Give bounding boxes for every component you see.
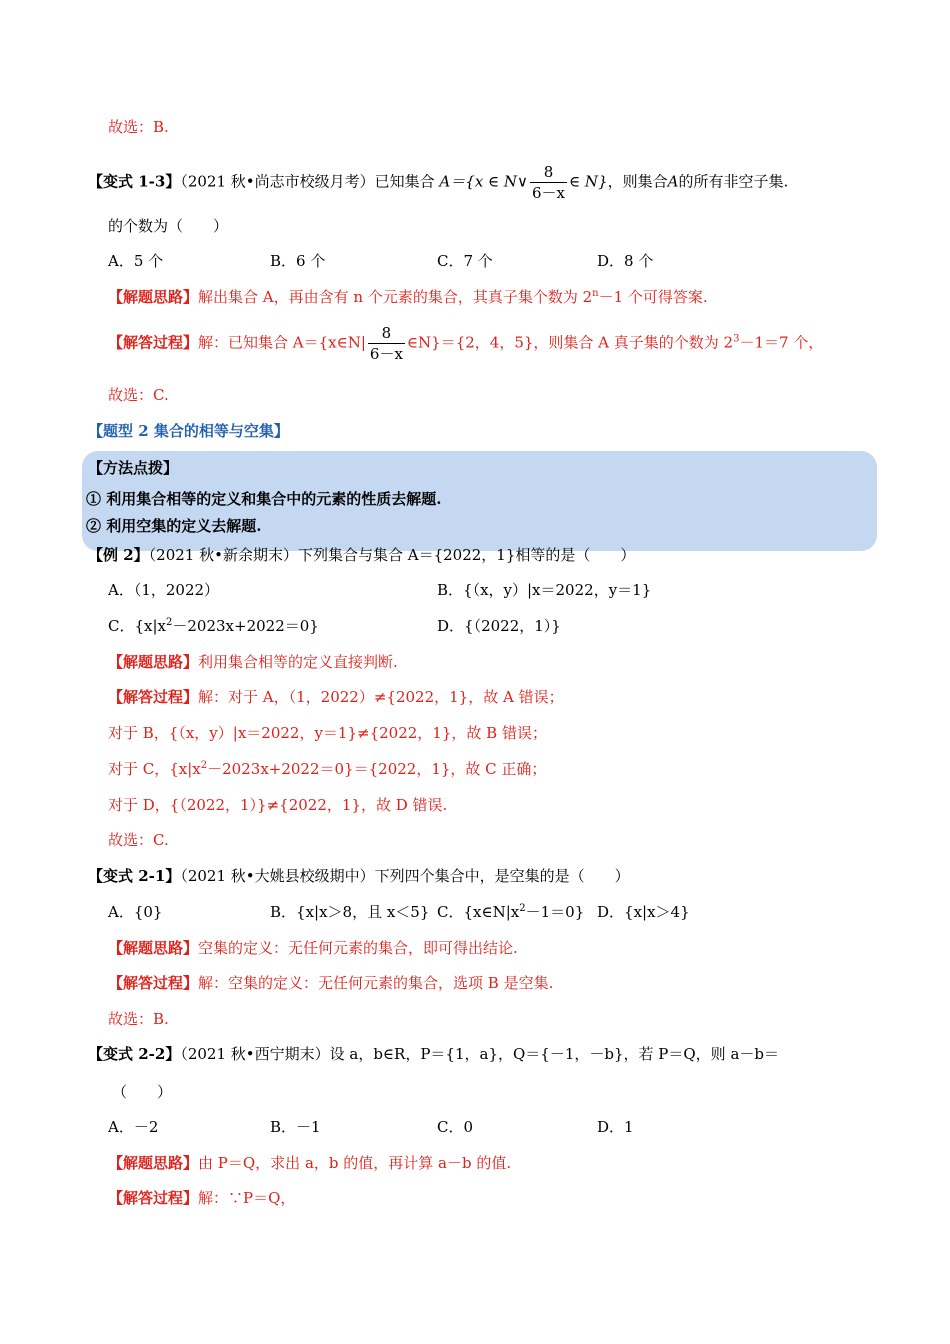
- variant-tag: 【变式 2-2】: [88, 1045, 181, 1063]
- idea-text: 解出集合 A，再由含有 n 个元素的集合，其真子集个数为 2: [198, 288, 593, 306]
- solution-process: [108, 1188, 295, 1208]
- fraction-denominator: 6－x: [369, 345, 403, 363]
- variant-2-1-stem: [88, 866, 630, 886]
- process-text: 解：∵P＝Q，: [198, 1189, 296, 1207]
- prev-answer: 故选：B.: [108, 118, 169, 136]
- answer: 故选：C.: [108, 386, 169, 404]
- option-d: D．{（2022，1）}: [437, 617, 561, 635]
- process-line-3-sup: 2: [200, 760, 208, 771]
- method-line-1: ① 利用集合相等的定义和集合中的元素的性质去解题.: [86, 490, 442, 508]
- idea-sup: n: [592, 288, 599, 299]
- process-text-a: 解：已知集合 A＝{x∈N|: [198, 333, 366, 352]
- example-text: （2021 秋•新余期末）下列集合与集合 A＝{2022，1}相等的是（ ）: [148, 546, 636, 564]
- answer: 故选：B.: [108, 1010, 169, 1028]
- option-a: A．5 个: [108, 252, 164, 270]
- answer: 故选：C.: [108, 831, 169, 849]
- variant-tag: 【变式 2-1】: [88, 867, 181, 885]
- source: （2021 秋•尚志市校级月考）: [180, 172, 375, 191]
- process-label: 【解答过程】: [108, 333, 199, 352]
- set-notation: A＝{: [439, 172, 475, 191]
- option-c-tail: －2023x+2022＝0}: [172, 617, 319, 635]
- stem-tail-end: 的所有非空子集.: [678, 172, 789, 191]
- process-text: 解：空集的定义：无任何元素的集合，选项 B 是空集.: [198, 974, 554, 992]
- solution-idea: [108, 1153, 511, 1173]
- option-b: B．{x|x＞8，且 x＜5}: [270, 903, 430, 921]
- variant-text: （2021 秋•大姚县校级期中）下列四个集合中，是空集的是（ ）: [180, 867, 630, 885]
- solution-idea: [108, 938, 518, 958]
- option-d: D．1: [597, 1118, 634, 1136]
- solution-idea: [108, 287, 708, 307]
- process-line-2: 对于 B，{（x，y）|x＝2022，y＝1}≠{2022，1}，故 B 错误；: [108, 724, 547, 742]
- idea-tail: －1 个可得答案.: [598, 288, 708, 306]
- variant-1-3-stem-line2: 的个数为（ ）: [108, 217, 229, 235]
- set-notation-cond: x ∈ N∨: [474, 172, 529, 191]
- process-line-4: 对于 D，{（2022，1）}≠{2022，1}，故 D 错误.: [108, 796, 448, 814]
- idea-label: 【解题思路】: [108, 653, 199, 671]
- stem-text: 已知集合: [374, 172, 435, 191]
- process-label: 【解答过程】: [108, 688, 199, 706]
- stem-tail-var: A: [667, 172, 679, 191]
- fraction-numerator: 8: [368, 323, 405, 344]
- variant-tag: 【变式 1-3】: [88, 172, 181, 191]
- idea-text: 空集的定义：无任何元素的集合，即可得出结论.: [198, 939, 518, 957]
- process-text-c: －1＝7 个，: [739, 333, 824, 352]
- solution-process: [108, 973, 553, 993]
- solution-idea: [108, 652, 398, 672]
- option-c: [108, 616, 319, 636]
- option-c-sup: 2: [519, 903, 526, 914]
- process-label: 【解答过程】: [108, 974, 199, 992]
- idea-text: 由 P＝Q，求出 a，b 的值，再计算 a－b 的值.: [198, 1154, 512, 1172]
- stem-tail: ，则集合: [607, 172, 668, 191]
- variant-2-2-stem: [88, 1044, 779, 1064]
- option-c: C．0: [437, 1118, 474, 1136]
- fraction: [530, 162, 567, 203]
- variant-text: （2021 秋•西宁期末）设 a，b∈R，P＝{1，a}，Q＝{－1，－b}，若 P＝Q，则 a－b＝: [180, 1045, 779, 1063]
- example-tag: 【例 2】: [88, 546, 149, 564]
- option-b: B．{（x，y）|x＝2022，y＝1}: [437, 581, 652, 599]
- idea-label: 【解题思路】: [108, 939, 199, 957]
- option-a: A．{0}: [108, 903, 163, 921]
- option-c-text: C．{x|x: [108, 617, 166, 635]
- process-label: 【解答过程】: [108, 1189, 199, 1207]
- solution-process: [108, 687, 564, 707]
- process-line-3-text: 对于 C，{x|x: [108, 760, 201, 778]
- option-c-tail: －1＝0}: [525, 903, 585, 921]
- fraction-denominator: 6－x: [532, 184, 566, 202]
- option-b: B．6 个: [270, 252, 326, 270]
- solution-process: [108, 323, 823, 364]
- idea-text: 利用集合相等的定义直接判断.: [198, 653, 398, 671]
- example-2-stem: [88, 545, 635, 565]
- option-c-sup: 2: [166, 617, 173, 628]
- option-b: B．－1: [270, 1118, 321, 1136]
- fraction: [368, 323, 405, 364]
- process-line-3-tail: －2023x+2022＝0}＝{2022，1}，故 C 正确；: [207, 760, 547, 778]
- option-c-text: C．{x∈N|x: [437, 903, 520, 921]
- process-sup: 3: [733, 333, 740, 345]
- set-notation-end: ∈ N}: [569, 172, 608, 191]
- method-title: 【方法点拨】: [88, 459, 179, 477]
- section-title: 【题型 2 集合的相等与空集】: [88, 422, 289, 440]
- option-c: C．7 个: [437, 252, 493, 270]
- process-line-3: [108, 759, 546, 779]
- option-d: D．8 个: [597, 252, 654, 270]
- variant-2-2-stem-line2: （ ）: [112, 1083, 173, 1101]
- option-a: A．－2: [108, 1118, 159, 1136]
- method-line-2: ② 利用空集的定义去解题.: [86, 517, 262, 535]
- variant-1-3-stem: [88, 162, 788, 203]
- fraction-numerator: 8: [530, 162, 567, 183]
- option-c: [437, 902, 584, 922]
- option-a: A．（1，2022）: [108, 581, 220, 599]
- process-text: 解：对于 A，（1，2022）≠{2022，1}，故 A 错误；: [198, 688, 564, 706]
- process-text-b: ∈N}＝{2，4，5}，则集合 A 真子集的个数为 2: [406, 333, 734, 352]
- option-d: D．{x|x＞4}: [597, 903, 690, 921]
- idea-label: 【解题思路】: [108, 288, 199, 306]
- idea-label: 【解题思路】: [108, 1154, 199, 1172]
